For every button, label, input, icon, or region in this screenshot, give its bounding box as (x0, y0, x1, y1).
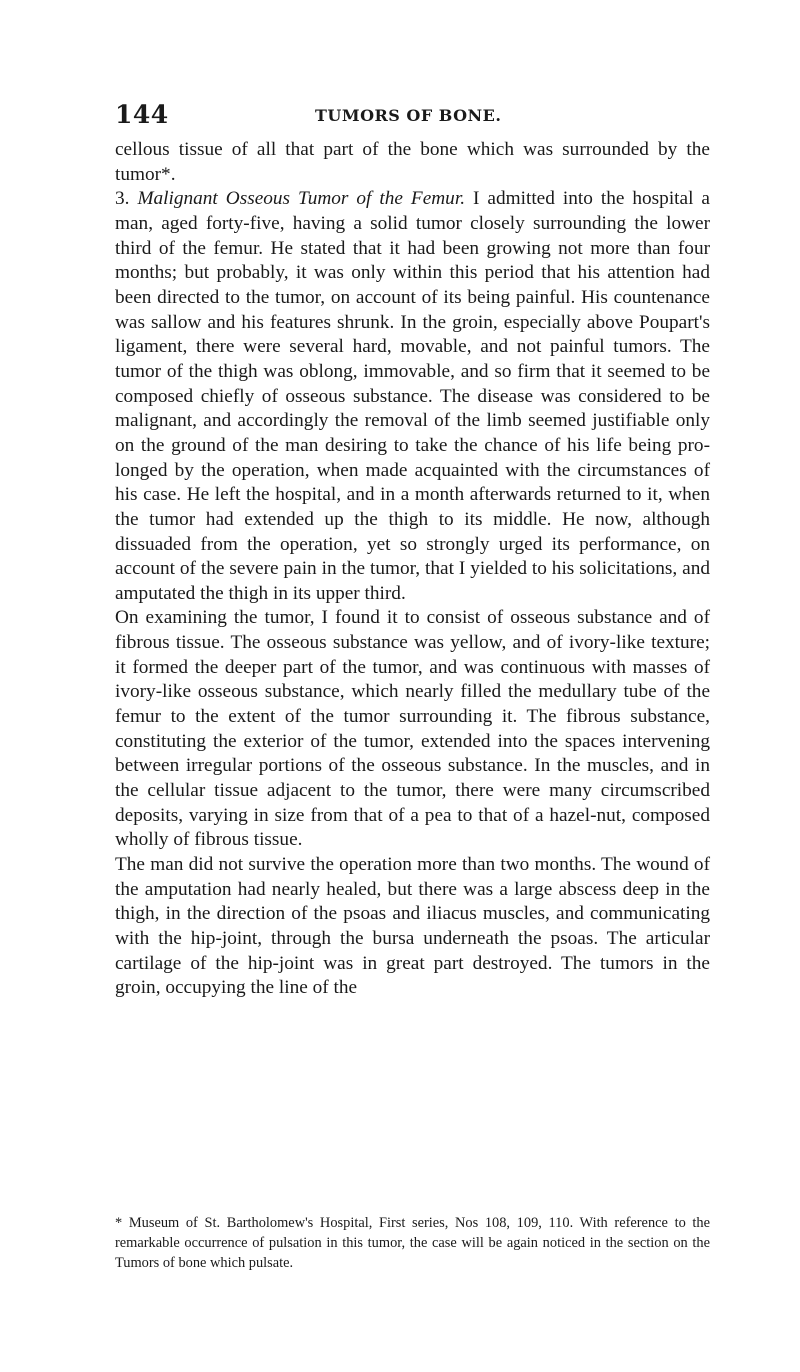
page-number: 144 (115, 100, 169, 129)
paragraph-examination: On examining the tumor, I found it to consist of osseous substance and of fibrous tissue. The osseous substance was yellow, and of ivory-like texture; it formed the deeper part of the tumor, and was continuous with masses of ivory-like osseous substance, which nearly filled the medullary tube of the femur to the extent of the tumor surrounding it. The fibrous substance, constituting the exterior of the tumor, extended into the spaces intervening between irregular portions of the osseous substance. In the muscles, and in the cellular tissue adjacent to the tumor, there were many circumscribed deposits, varying in size from that of a pea to that of a hazel-nut, composed wholly of fibrous tissue. (115, 607, 710, 851)
footnote (115, 1213, 710, 1273)
case-number: 3. (115, 188, 138, 210)
running-title: TUMORS OF BONE. (315, 106, 502, 125)
paragraph-continuation: cellous tissue of all that part of the bone which was surrounded by the tumor*. (115, 139, 710, 185)
paragraph-case-3: 3. Malignant Osseous Tumor of the Femur. I admitted into the hospital a man, aged forty-five, having a solid tumor closely surrounding the lower third of the femur. He stated that it had been growing not more than four months; but probably, it was only within this period that his attention had been directed to the tumor, on account of its being painful. His countenance was sallow and his features shrunk. In the groin, especially above Poupart's ligament, there were several hard, movable, and not painful tumors. The tumor of the thigh was oblong, immovable, and so firm that it seemed to be composed chiefly of osseous substance. The disease was considered to be malignant, and accordingly the removal of the limb seemed justifiable only on the ground of the man desiring to take the chance of his life being prolonged by the operation, when made acquainted with the circumstances of his case. He left the hospital, and in a month afterwards returned to it, when the tumor had extended up the thigh to its middle. He now, although dissuaded from the operation, yet so strongly urged its performance, on account of the severe pain in the tumor, that I yielded to his solicitations, and amputated the thigh in its upper third. (115, 188, 710, 604)
page-header (115, 100, 715, 132)
footnote-text: * Museum of St. Bartholomew's Hospital, First series, Nos 108, 109, 110. With reference to the remarkable occurrence of pulsation in this tumor, the case will be again noticed in the section on the Tumors of bone which pulsate. (115, 1215, 710, 1271)
case-heading: Malignant Osseous Tumor of the Femur. (137, 188, 466, 210)
paragraph-outcome: The man did not survive the operation more than two months. The wound of the amputation had nearly healed, but there was a large abscess deep in the thigh, in the direction of the psoas and iliacus muscles, and communicating with the hip-joint, through the bursa underneath the psoas. The articular cartilage of the hip-joint was in great part destroyed. The tumors in the groin, occupying the line of the (115, 854, 710, 999)
body-text (115, 138, 710, 1001)
